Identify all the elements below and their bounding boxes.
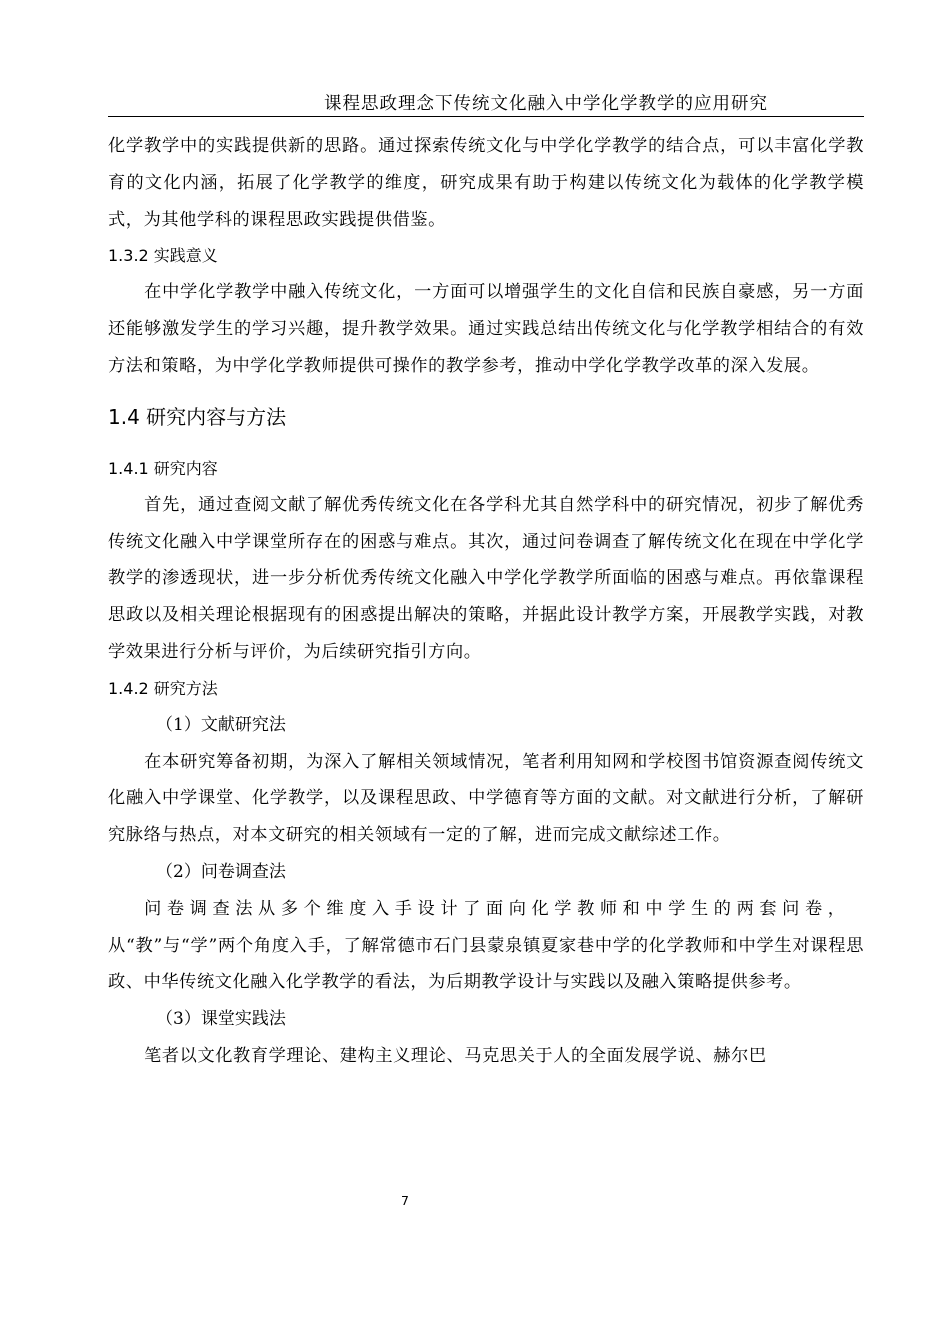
section-heading-1-4-1: 1.4.1 研究内容: [108, 458, 218, 478]
method-1-label: （1）文献研究法: [156, 714, 286, 735]
section-heading-1-3-2: 1.3.2 实践意义: [108, 246, 218, 266]
method-3-text: 笔者以文化教育学理论、建构主义理论、马克思关于人的全面发展学说、赫尔巴: [144, 1045, 767, 1066]
method-2-text-line1: 问卷调查法从多个维度入手设计了面向化学教师和中学生的两套问卷，: [144, 898, 851, 919]
section-heading-1-4: 1.4 研究内容与方法: [108, 404, 287, 429]
page-body: [108, 128, 864, 1075]
paragraph-practice-significance: 在中学化学教学中融入传统文化，一方面可以增强学生的文化自信和民族自豪感，另一方面还能够激发学生的学习兴趣，提升教学效果。通过实践总结出传统文化与化学教学相结合的有效方法和策略，为中学化学教师提供可操作的教学参考，推动中学化学教学改革的深入发展。: [108, 282, 864, 376]
section-heading-1-4-2: 1.4.2 研究方法: [108, 678, 218, 698]
header-title: 课程思政理念下传统文化融入中学化学教学的应用研究: [324, 94, 768, 114]
page-number: 7: [401, 1193, 409, 1208]
running-header: [108, 88, 864, 117]
method-2-text-rest: 从“教”与“学”两个角度入手，了解常德市石门县蒙泉镇夏家巷中学的化学教师和中学生对课程思政、中华传统文化融入化学教学的看法，为后期教学设计与实践以及融入策略提供参考。: [108, 935, 864, 993]
paragraph-intro: 化学教学中的实践提供新的思路。通过探索传统文化与中学化学教学的结合点，可以丰富化学教育的文化内涵，拓展了化学教学的维度，研究成果有助于构建以传统文化为载体的化学教学模式，为其他学科的课程思政实践提供借鉴。: [108, 136, 864, 230]
method-2-label: （2）问卷调查法: [156, 861, 286, 882]
method-3-label: （3）课堂实践法: [156, 1009, 286, 1030]
method-1-text: 在本研究筹备初期，为深入了解相关领域情况，笔者利用知网和学校图书馆资源查阅传统文化融入中学课堂、化学教学，以及课程思政、中学德育等方面的文献。对文献进行分析，了解研究脉络与热点，对本文研究的相关领域有一定的了解，进而完成文献综述工作。: [108, 751, 864, 846]
paragraph-research-content: 首先，通过查阅文献了解优秀传统文化在各学科尤其自然学科中的研究情况，初步了解优秀传统文化融入中学课堂所存在的困惑与难点。其次，通过问卷调查了解传统文化在现在中学化学教学的渗透现状，进一步分析优秀传统文化融入中学化学教学所面临的困惑与难点。再依靠课程思政以及相关理论根据现有的困惑提出解决的策略，并据此设计教学方案，开展教学实践，对教学效果进行分析与评价，为后续研究指引方向。: [108, 494, 864, 662]
